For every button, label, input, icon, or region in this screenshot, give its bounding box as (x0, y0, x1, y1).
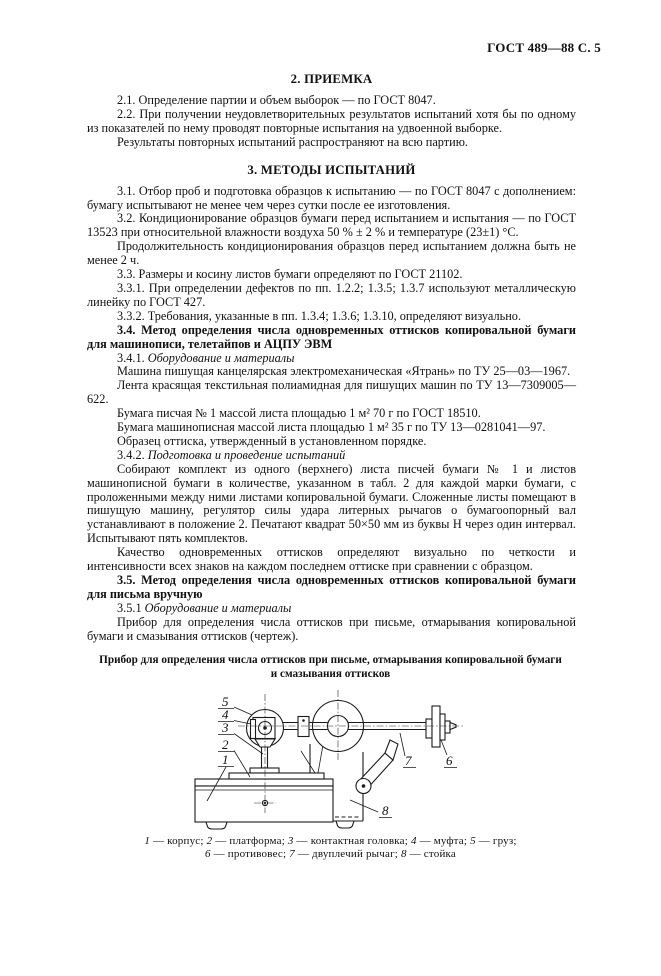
post-foot (250, 768, 279, 773)
base-center-dot (264, 801, 266, 803)
legend-num: 4 (410, 834, 417, 847)
section-2-title: 2. ПРИЕМКА (290, 72, 373, 86)
part-label-7: 7 (405, 752, 412, 768)
paragraph-equipment-2: Лента красящая текстильная полиамидная для пишущих машин по ТУ 13—7309005—622. (87, 378, 576, 407)
counterweight-cap (445, 721, 450, 733)
legend-num: 7 (289, 847, 295, 860)
paragraph-procedure: Собирают комплект из одного (верхнего) листа писчей бумаги № 1 и листов машинописной бумаги в количестве, указанном в табл. 2 для каждой марки бумаги, с проложенными между ними листами копировальной бумаги. Сложенные листы помещают в пишущую машину, регулятор силы удара литерных рычагов о бумагоопорный вал устанавливают в положение 2. Печатают квадрат 50×50 мм из буквы Н через один интервал. Испытывают пять комплектов. (87, 461, 576, 546)
legend-text: — груз; (475, 834, 517, 847)
paragraph-3-2: 3.2. Кондиционирование образцов бумаги перед испытанием и испытания — по ГОСТ 13523 при относительной влажности воздуха 50 % ± 2 % и температуре (23±1) °С. (87, 211, 576, 240)
stand-foot (336, 821, 354, 828)
paragraph-3-3-1: 3.3.1. При определении дефектов по пп. 1.2.2; 1.3.5; 1.3.7 используют металлическую линейку по ГОСТ 427. (87, 280, 576, 309)
device-diagram (128, 682, 528, 834)
page-header: ГОСТ 489—88 С. 5 (487, 40, 601, 55)
legend-num: 6 (204, 847, 211, 860)
figure-caption-line1: Прибор для определения числа оттисков при письме, отмарывания копировальной бумаги (99, 653, 562, 666)
figure-caption-line2: и смазывания оттисков (270, 667, 391, 680)
paragraph-device: Прибор для определения числа оттисков при письме, отмарывания копировальной бумаги и смазывания оттисков (чертеж). (87, 614, 576, 643)
paragraph-3-4-2 (87, 449, 576, 463)
device-diagram-svg (128, 682, 528, 834)
collar-pin (302, 719, 305, 722)
paragraph-quality: Качество одновременных оттисков определяют визуально по четкости и интенсивности всех знаков на каждом последнем оттиске при сравнении с образцом. (87, 545, 576, 574)
pivot-center (362, 784, 366, 788)
paragraph-3-4-1 (87, 352, 576, 366)
legend-line2 (0, 848, 661, 861)
legend-num: 1 (144, 834, 151, 847)
paragraph-equipment-5: Образец оттиска, утвержденный в установленном порядке. (117, 433, 427, 448)
cord-lines (301, 745, 323, 773)
counterweight-flange-1 (426, 719, 432, 738)
legend-num: 2 (206, 834, 213, 847)
counterweight-disc (432, 706, 440, 747)
paragraph-2-1: 2.1. Определение партии и объем выборок — по ГОСТ 8047. (117, 93, 436, 107)
legend-text: — муфта; (416, 834, 471, 847)
legend-num: 5 (470, 834, 476, 847)
document-page (0, 40, 661, 976)
clause-number: 3.4.2. (117, 447, 145, 462)
clause-number: 3.5.1 (117, 600, 142, 615)
part-label-1: 1 (222, 751, 229, 767)
platform (229, 773, 324, 779)
paragraph-3-4-heading: 3.4. Метод определения числа одновременных оттисков копировальной бумаги для машинописи, телетайпов и АЦПУ ЭВМ (87, 322, 576, 351)
base-foot (206, 822, 227, 829)
paragraph-3-1: 3.1. Отбор проб и подготовка образцов к испытанию — по ГОСТ 8047 с дополнением: бумагу испытывают не менее чем через сутки после ее изготовления. (87, 183, 576, 212)
part-label-5: 5 (222, 693, 229, 709)
part-label-4: 4 (222, 706, 229, 722)
paragraph-3-5-heading: 3.5. Метод определения числа одновременных оттисков копировальной бумаги для письма вручную (87, 573, 576, 601)
paragraph-2-2: 2.2. При получении неудовлетворительных результатов испытаний хотя бы по одному из показателей по нему проводят повторные испытания на удвоенной выборке. (87, 106, 576, 135)
legend-text: — стойка (406, 847, 456, 860)
paragraph-3-2-note: Продолжительность кондиционирования образцов перед испытанием должна быть не менее 2 ч. (87, 239, 576, 268)
legend-text: — двуплечий рычаг; (294, 847, 401, 860)
section-3-title: 3. МЕТОДЫ ИСПЫТАНИЙ (247, 162, 416, 177)
part-label-3: 3 (222, 719, 229, 735)
document-body (87, 72, 576, 644)
legend-text: — корпус; (150, 834, 207, 847)
legend-text: — контактная головка; (293, 834, 411, 847)
coupling (251, 719, 256, 738)
figure-legend (0, 835, 661, 861)
base-body (195, 786, 333, 822)
paragraph-equipment-3: Бумага писчая № 1 массой листа площадью 1 м² 70 г по ГОСТ 18510. (117, 406, 481, 421)
paragraph-2-2-note: Результаты повторных испытаний распространяют на всю партию. (117, 134, 468, 149)
clause-title: Оборудование и материалы (147, 350, 295, 365)
legend-text: — противовес; (210, 847, 290, 860)
part-label-8: 8 (382, 802, 389, 818)
part-label-2: 2 (222, 736, 229, 752)
clause-title: Оборудование и материалы (144, 600, 292, 615)
paragraph-3-3: 3.3. Размеры и косину листов бумаги определяют по ГОСТ 21102. (117, 267, 463, 282)
paragraph-3-3-2: 3.3.2. Требования, указанные в пп. 1.3.4; 1.3.6; 1.3.10, определяют визуально. (117, 308, 522, 323)
paragraph-3-5-1 (87, 602, 576, 616)
paragraph-equipment-4: Бумага машинописная массой листа площадью 1 м² 35 г по ТУ 13—0281041—97. (117, 420, 546, 435)
clause-number: 3.4.1. (117, 350, 145, 365)
part-label-6: 6 (446, 752, 453, 768)
paragraph-equipment-1: Машина пишущая канцелярская электромеханическая «Ятрань» по ТУ 25—03—1967. (117, 364, 571, 379)
legend-text: — платформа; (212, 834, 288, 847)
counterweight-flange-2 (440, 714, 445, 740)
figure-caption (0, 653, 661, 681)
legend-line1 (0, 835, 661, 848)
clause-title: Подготовка и проведение испытаний (147, 447, 346, 462)
legend-num: 3 (287, 834, 294, 847)
legend-num: 8 (401, 847, 407, 860)
contact-head-post (262, 745, 268, 768)
